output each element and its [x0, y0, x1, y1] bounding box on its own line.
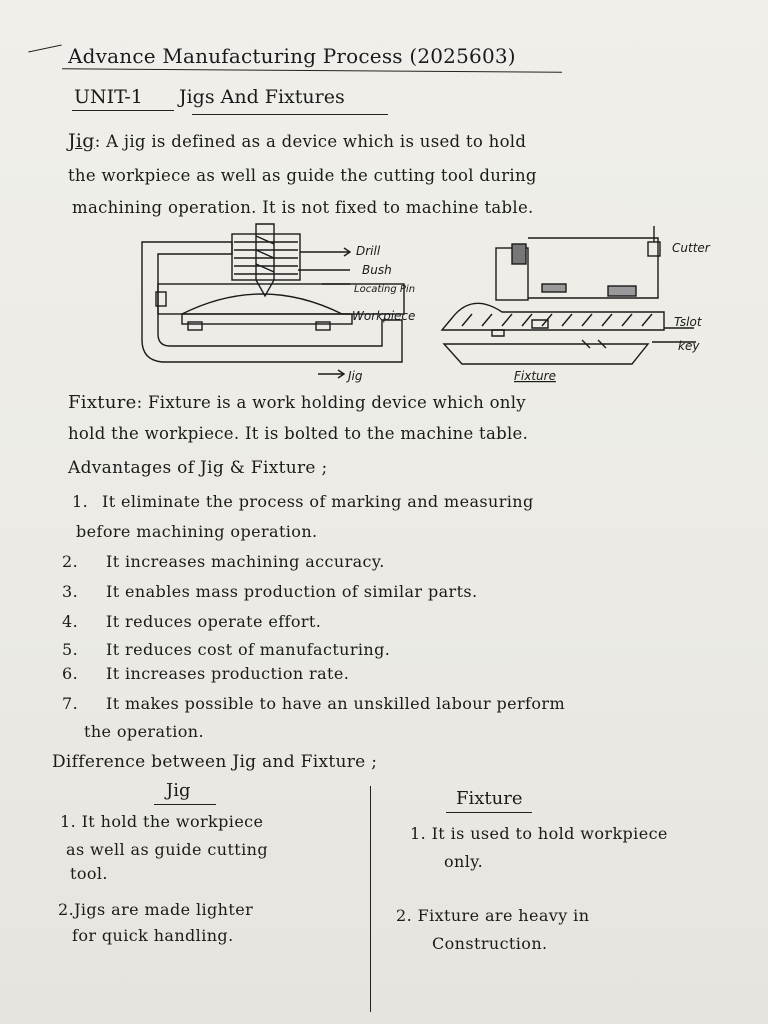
- label-key: key: [678, 339, 700, 353]
- label-drill: Drill: [356, 244, 381, 258]
- jig-frame: [142, 242, 402, 362]
- fixture-point-1-line-2: only.: [444, 852, 484, 871]
- unit-label: UNIT-1: [74, 86, 143, 108]
- label-workpiece: Workpiece: [352, 309, 416, 323]
- drill-bit: [256, 224, 274, 296]
- jig-column-underline: [154, 804, 216, 805]
- label-jig: Jig: [348, 369, 363, 383]
- label-cutter: Cutter: [672, 241, 710, 255]
- difference-heading: Difference between Jig and Fixture ;: [52, 752, 378, 772]
- margin-tick-mark: [28, 44, 61, 52]
- jig-definition-line-1: Jig: A jig is defined as a device which is used to hold: [68, 130, 527, 152]
- jig-definition-line-2: the workpiece as well as guide the cutting tool during: [68, 166, 537, 185]
- jig-fixture-diagram: [112, 222, 752, 388]
- label-fixture: Fixture: [514, 369, 556, 383]
- label-locating-pin: Locating Pin: [354, 284, 416, 295]
- title-underline: [62, 68, 562, 72]
- fixture-point-2-line-1: 2. Fixture are heavy in: [396, 906, 590, 925]
- jig-point-2-line-1: 2.Jigs are made lighter: [58, 900, 254, 919]
- fixture-table: [444, 344, 648, 364]
- advantage-item-7-cont: the operation.: [84, 722, 204, 741]
- label-tslot: Tslot: [674, 315, 702, 329]
- advantage-item-1: 1. It eliminate the process of marking and measuring: [72, 492, 534, 511]
- jig-point-1-line-2: as well as guide cutting: [66, 840, 269, 859]
- workpiece-curve: [182, 294, 342, 314]
- label-bush: Bush: [362, 263, 392, 277]
- jig-point-1-line-3: tool.: [70, 864, 108, 883]
- advantage-item-5: 5. It reduces cost of manufacturing.: [62, 640, 391, 659]
- advantage-item-3: 3. It enables mass production of similar parts.: [62, 582, 478, 601]
- advantages-heading: Advantages of Jig & Fixture ;: [68, 458, 328, 478]
- page-title: Advance Manufacturing Process (2025603): [68, 44, 516, 68]
- jig-point-1-line-1: 1. It hold the workpiece: [60, 812, 264, 831]
- jig-column-title: Jig: [166, 780, 191, 801]
- fixture-definition-line-2: hold the workpiece. It is bolted to the machine table.: [68, 424, 529, 443]
- fixture-column-title: Fixture: [456, 788, 523, 809]
- advantage-item-2: 2. It increases machining accuracy.: [62, 552, 385, 571]
- advantage-item-7: 7. It makes possible to have an unskilled labour perform: [62, 694, 566, 713]
- fixture-column-underline: [446, 812, 532, 813]
- column-divider: [370, 786, 371, 1012]
- unit-underline: [72, 110, 174, 111]
- advantage-item-1-cont: before machining operation.: [76, 522, 318, 541]
- fixture-point-1-line-1: 1. It is used to hold workpiece: [410, 824, 668, 843]
- advantage-item-6: 6. It increases production rate.: [62, 664, 350, 683]
- advantage-item-4: 4. It reduces operate effort.: [62, 612, 322, 631]
- unit-heading: [74, 86, 345, 108]
- unit-topic: Jigs And Fixtures: [178, 86, 345, 108]
- fixture-term: Fixture: [68, 392, 137, 413]
- topic-underline: [192, 114, 388, 115]
- jig-definition-line-3: machining operation. It is not fixed to machine table.: [72, 198, 534, 217]
- jig-point-2-line-2: for quick handling.: [72, 926, 234, 945]
- fixture-point-2-line-2: Construction.: [432, 934, 548, 953]
- jig-term: Jig: [68, 130, 95, 152]
- fixture-definition-line-1: Fixture: Fixture is a work holding device which only: [68, 392, 526, 413]
